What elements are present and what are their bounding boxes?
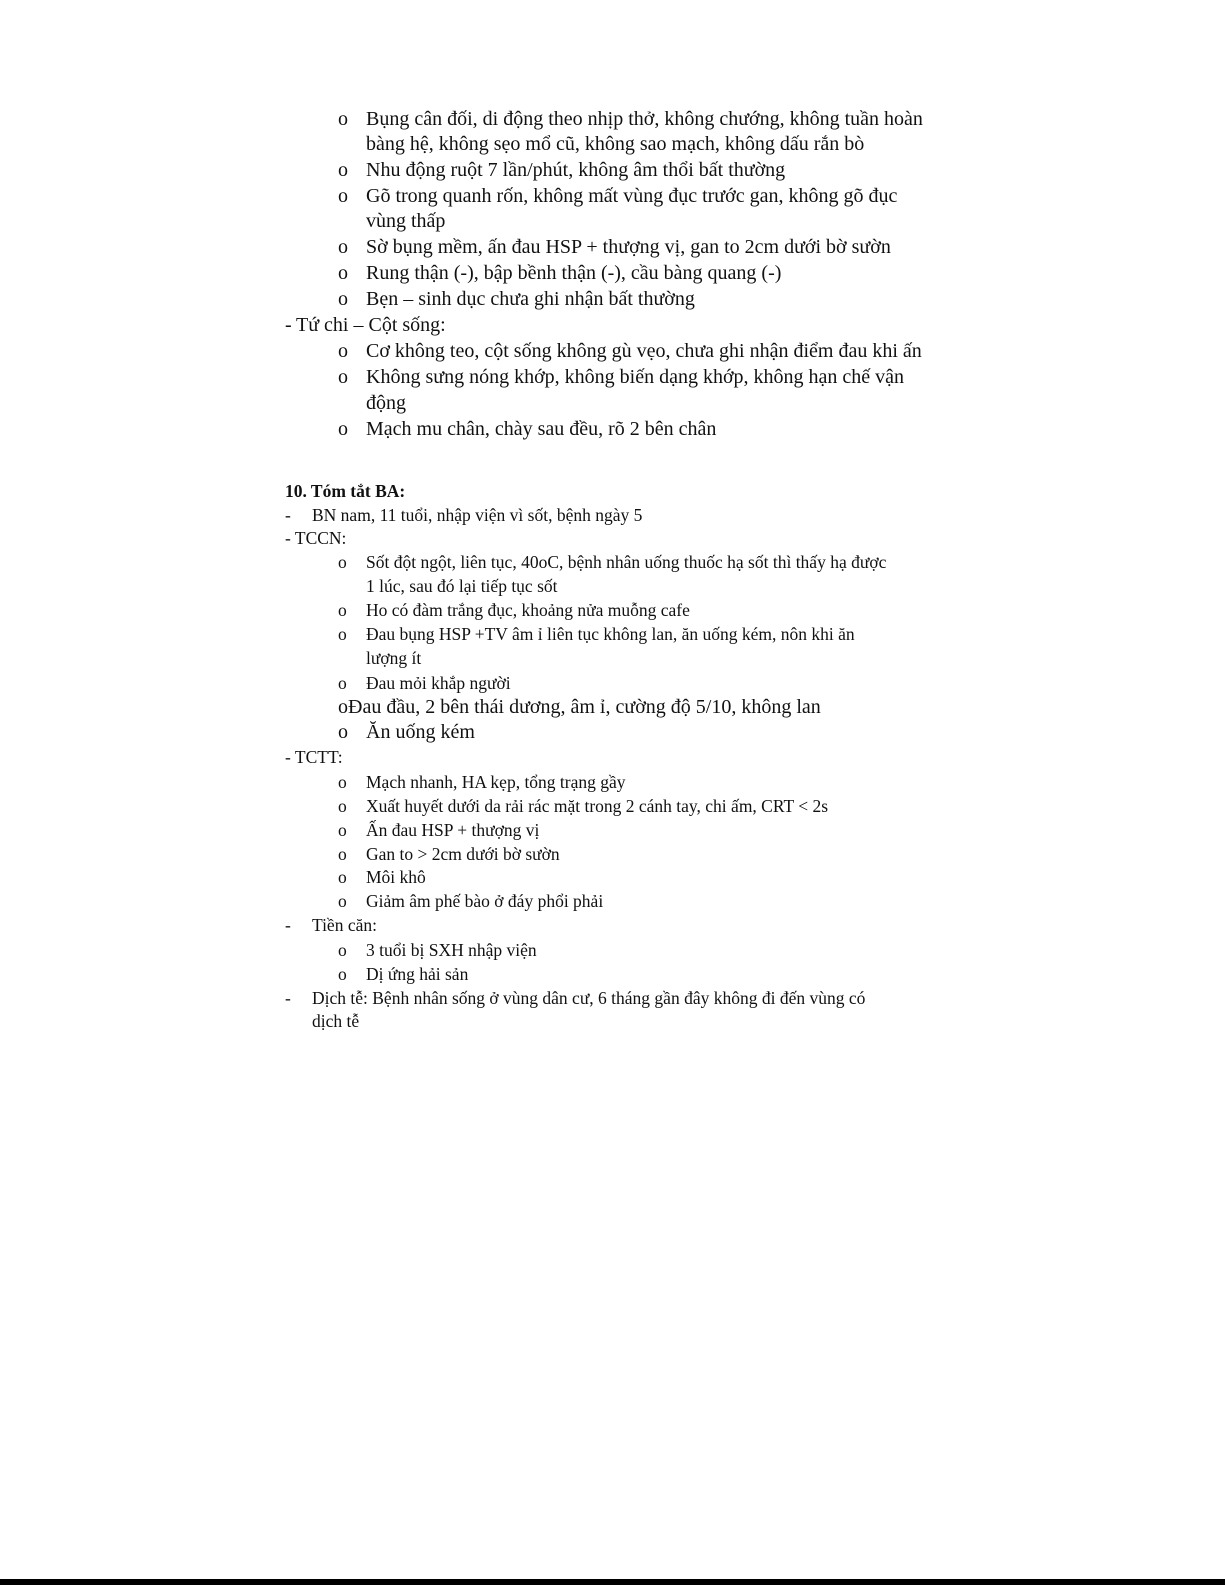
tctt-line: Mạch nhanh, HA kẹp, tổng trạng gầy (366, 772, 626, 792)
bullet: o (338, 796, 347, 816)
tccn-line: lượng ít (366, 648, 422, 668)
abdomen-line: bàng hệ, không sẹo mổ cũ, không sao mạch, không dấu rắn bò (366, 133, 865, 155)
bullet: o (338, 844, 347, 864)
subheading-tctt: - TCTT: (285, 747, 343, 767)
bullet: o (338, 340, 348, 362)
tccn-line: Đau bụng HSP +TV âm ỉ liên tục không lan, ăn uống kém, nôn khi ăn (366, 624, 855, 644)
epidemiology-line: Dịch tễ: Bệnh nhân sống ở vùng dân cư, 6 tháng gần đây không đi đến vùng có (312, 988, 866, 1008)
abdomen-line: Bẹn – sinh dục chưa ghi nhận bất thường (366, 288, 695, 310)
bullet: o (338, 366, 348, 388)
subheading-tccn: - TCCN: (285, 528, 347, 548)
abdomen-line: Gõ trong quanh rốn, không mất vùng đục trước gan, không gõ đục (366, 185, 898, 207)
bullet: o (338, 940, 347, 960)
limbs-line: động (366, 392, 406, 414)
tctt-line: Giảm âm phế bào ở đáy phổi phải (366, 891, 604, 911)
bullet: o (338, 964, 347, 984)
bullet: o (338, 721, 348, 743)
bullet: o (338, 867, 347, 887)
abdomen-line: Nhu động ruột 7 lần/phút, không âm thổi bất thường (366, 159, 786, 181)
bullet: o (338, 891, 347, 911)
tccn-line: Ho có đàm trắng đục, khoảng nửa muỗng cafe (366, 600, 690, 620)
bullet: o (338, 185, 348, 207)
bullet: o (338, 624, 347, 644)
bullet: o (338, 418, 348, 440)
abdomen-line: Bụng cân đối, di động theo nhịp thở, không chướng, không tuần hoàn (366, 108, 923, 130)
tctt-line: Gan to > 2cm dưới bờ sườn (366, 844, 560, 864)
section-heading-limbs: Tứ chi – Cột sống: (296, 314, 446, 336)
bullet: o (338, 262, 348, 284)
bullet: o (338, 673, 347, 693)
tccn-headache-line: oĐau đầu, 2 bên thái dương, âm ỉ, cường độ 5/10, không lan (338, 696, 821, 718)
tccn-line: Đau mỏi khắp người (366, 673, 511, 693)
bullet: o (338, 600, 347, 620)
tccn-eating-line: Ăn uống kém (366, 721, 475, 743)
history-line: 3 tuổi bị SXH nhập viện (366, 940, 537, 960)
section-heading-summary: 10. Tóm tắt BA: (285, 481, 406, 501)
bullet: o (338, 108, 348, 130)
tctt-line: Môi khô (366, 867, 426, 887)
dash: - (285, 314, 292, 336)
dash: - (285, 505, 291, 525)
dash: - (285, 988, 291, 1008)
limbs-line: Mạch mu chân, chày sau đều, rõ 2 bên chân (366, 418, 717, 440)
tctt-line: Xuất huyết dưới da rải rác mặt trong 2 cánh tay, chi ấm, CRT < 2s (366, 796, 829, 816)
tccn-line: Sốt đột ngột, liên tục, 40oC, bệnh nhân uống thuốc hạ sốt thì thấy hạ được (366, 552, 887, 572)
summary-intro: BN nam, 11 tuổi, nhập viện vì sốt, bệnh ngày 5 (312, 505, 643, 525)
abdomen-line: Sờ bụng mềm, ấn đau HSP + thượng vị, gan to 2cm dưới bờ sườn (366, 236, 891, 258)
tctt-line: Ấn đau HSP + thượng vị (366, 820, 540, 840)
limbs-line: Cơ không teo, cột sống không gù vẹo, chưa ghi nhận điểm đau khi ấn (366, 340, 922, 362)
limbs-line: Không sưng nóng khớp, không biến dạng khớp, không hạn chế vận (366, 366, 905, 388)
abdomen-line: vùng thấp (366, 210, 446, 232)
dash: - (285, 915, 291, 935)
history-line: Dị ứng hải sản (366, 964, 469, 984)
tccn-line: 1 lúc, sau đó lại tiếp tục sốt (366, 576, 558, 596)
bullet: o (338, 288, 348, 310)
subheading-history: Tiền căn: (312, 915, 377, 935)
bullet: o (338, 552, 347, 572)
bullet: o (338, 820, 347, 840)
epidemiology-line: dịch tễ (312, 1011, 360, 1031)
abdomen-line: Rung thận (-), bập bềnh thận (-), cầu bàng quang (-) (366, 262, 782, 284)
bullet: o (338, 236, 348, 258)
bullet: o (338, 772, 347, 792)
page-bottom-border (0, 1579, 1225, 1585)
bullet: o (338, 159, 348, 181)
